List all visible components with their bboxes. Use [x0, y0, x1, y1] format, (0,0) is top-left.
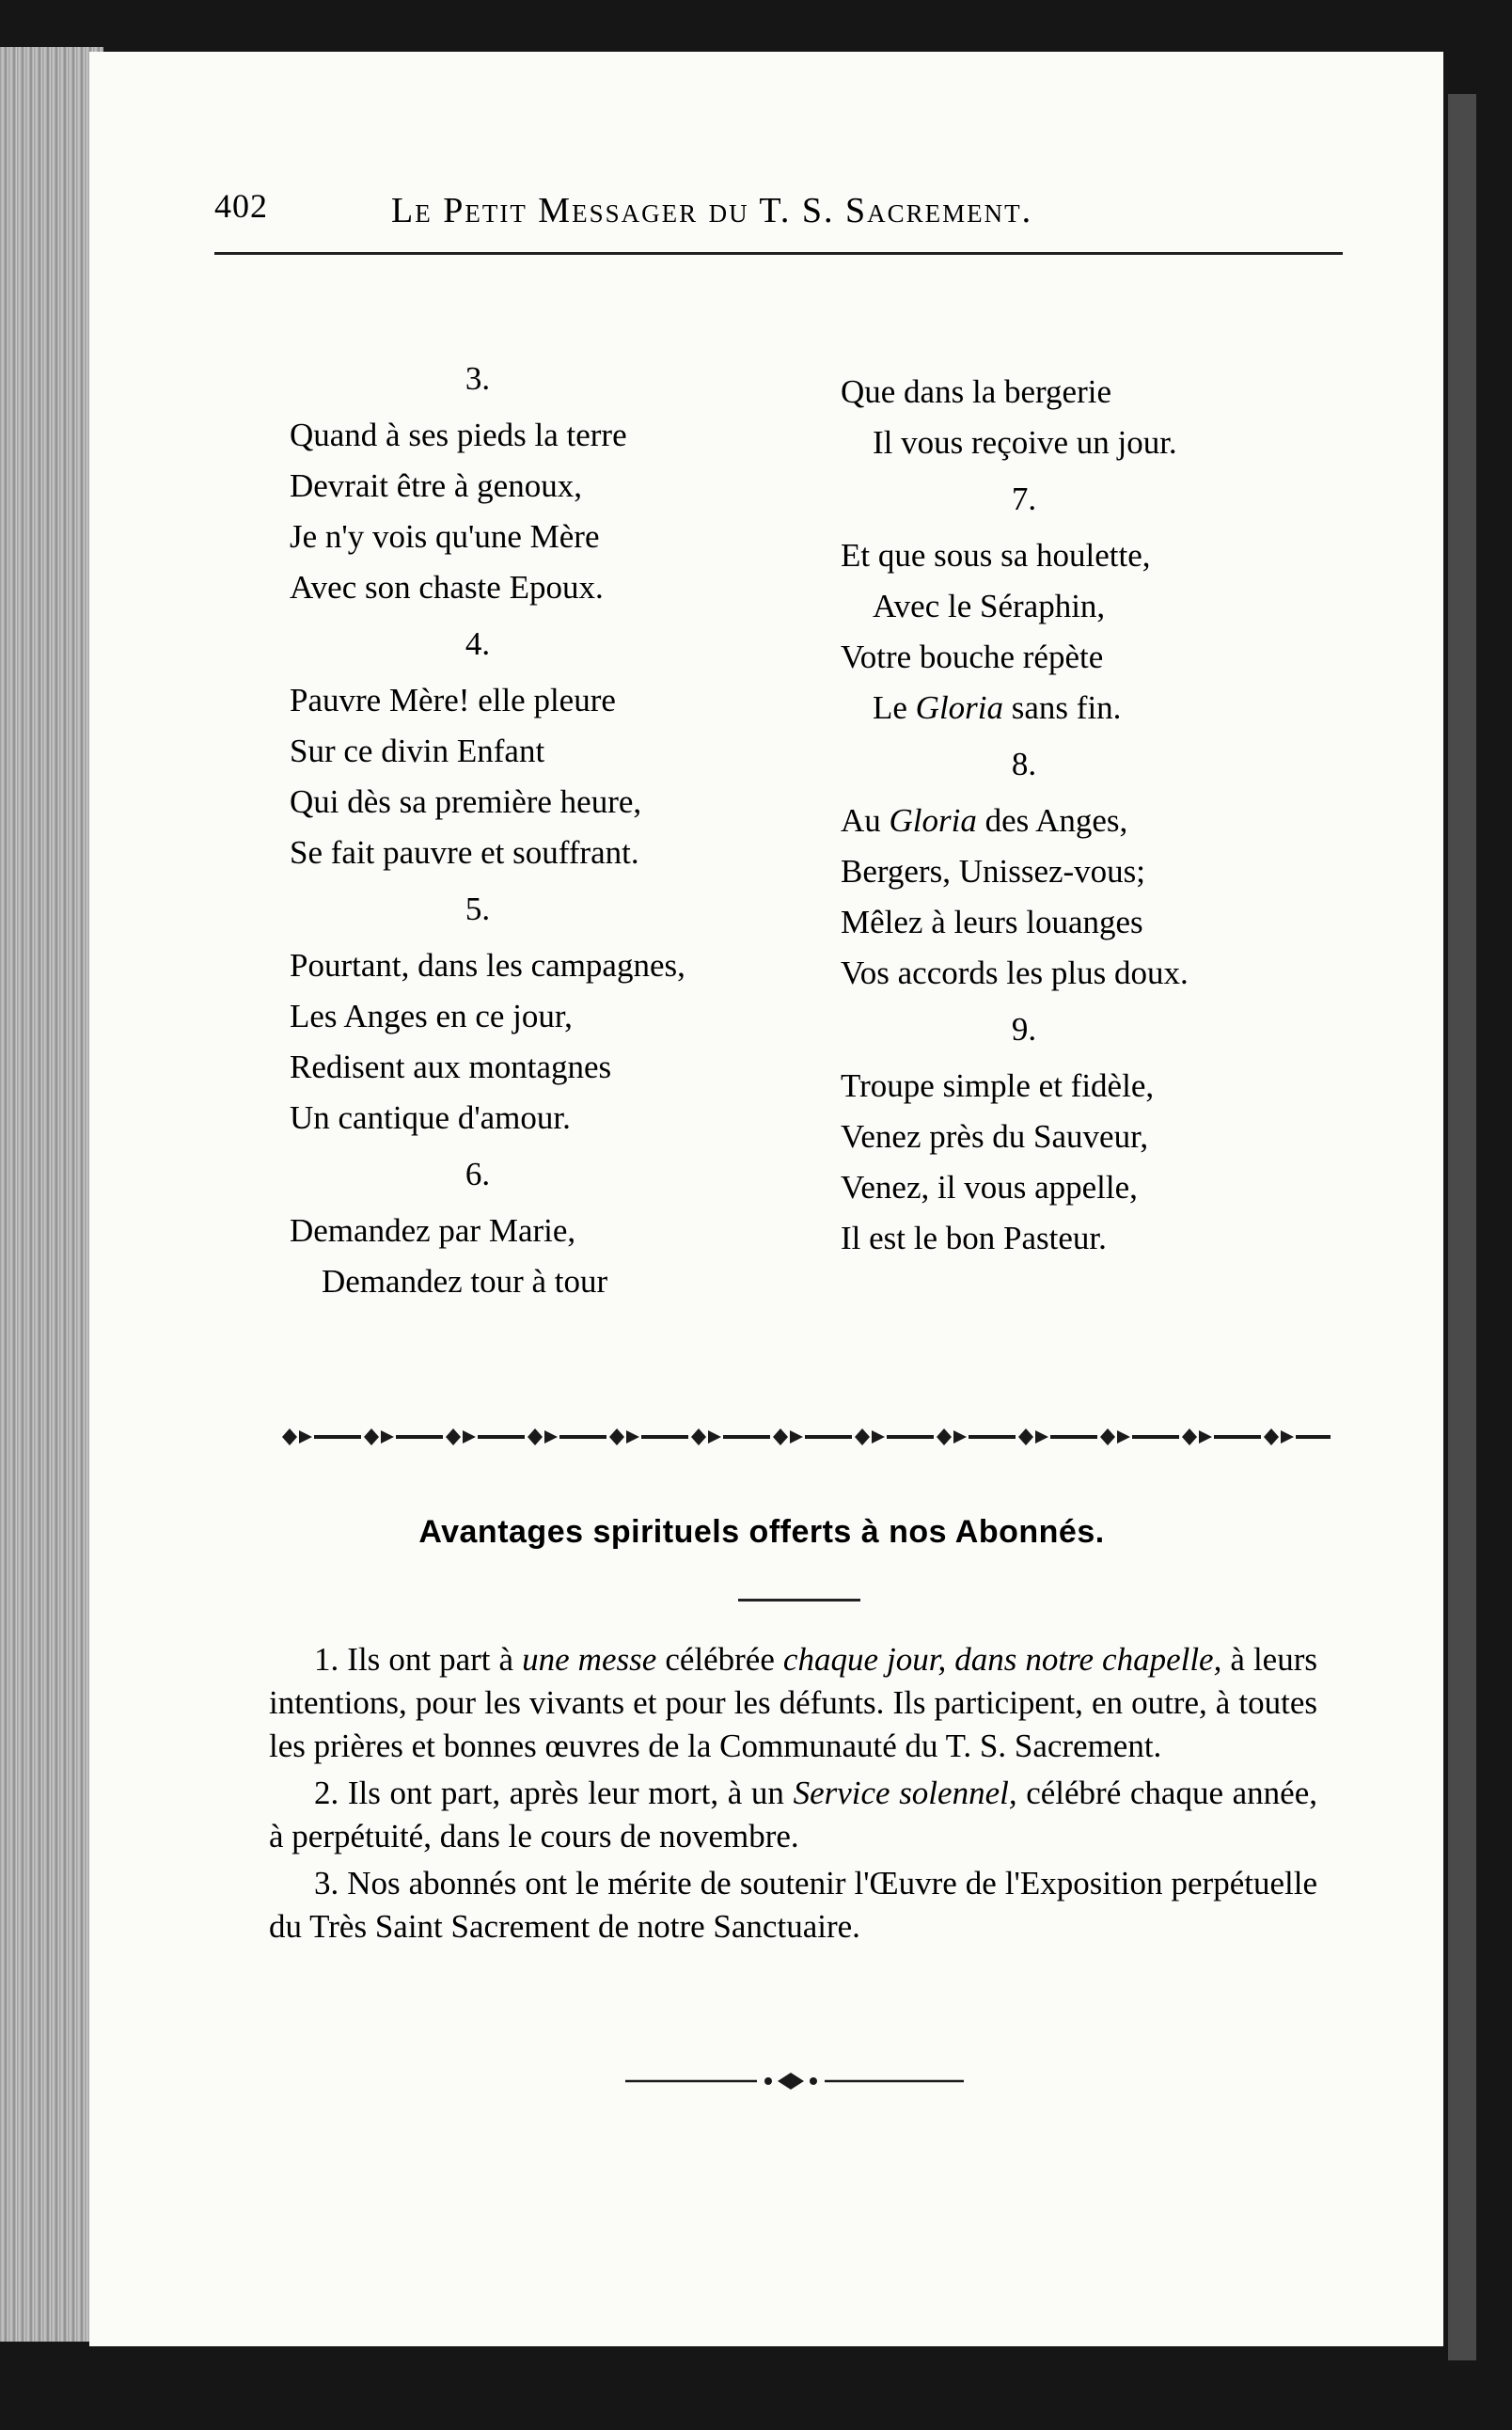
ornament-bar — [805, 1435, 852, 1439]
verse-text: Le — [873, 689, 916, 726]
ornament-bar — [1214, 1435, 1261, 1439]
ornament-motif — [1264, 1428, 1294, 1445]
stanza-8 — [841, 739, 1292, 999]
verse-line: Redisent aux montagnes — [290, 1049, 612, 1085]
ornament-motif — [282, 1428, 312, 1445]
ornament-bar — [396, 1435, 443, 1439]
verse-line: Venez près du Sauveur, — [841, 1118, 1149, 1155]
benefit-paragraph-2 — [269, 1772, 1317, 1858]
ornament-motif — [1100, 1428, 1130, 1445]
stanza-7 — [841, 474, 1292, 734]
verse-line — [841, 796, 1292, 846]
verse-line — [841, 683, 1292, 734]
benefit-paragraph-3: 3. Nos abonnés ont le mérite de soutenir l'Œuvre de l'Exposition perpétuelle du Très Saint Sacrement de notre Sanctuaire. — [269, 1865, 1317, 1945]
verse-line: Avec le Séraphin, — [873, 588, 1106, 624]
ornament-bar — [641, 1435, 688, 1439]
stanza-number: 9. — [1011, 1011, 1037, 1048]
verse-line: Je n'y vois qu'une Mère — [290, 518, 600, 555]
ornament-bar — [1132, 1435, 1179, 1439]
verse-line: Demandez tour à tour — [322, 1263, 608, 1300]
verse-line: Il est le bon Pasteur. — [841, 1220, 1107, 1256]
ornament-bar — [1296, 1435, 1331, 1439]
ornament-motif — [773, 1428, 803, 1445]
stanza-number: 3. — [465, 360, 491, 397]
text: célébré chaque année, à perpétuité, dans le cours de novembre. — [269, 1775, 1317, 1854]
title-rule — [738, 1599, 860, 1602]
text: à leurs intentions, pour les vivants et pour les défunts. Ils participent, en outre, à toutes les prières et bonnes œuvres de la Communauté du T. S. Sacrement. — [269, 1641, 1317, 1764]
verse-line: Sur ce divin Enfant — [290, 733, 545, 769]
verse-line: Pourtant, dans les campagnes, — [290, 947, 685, 984]
verse-line: Venez, il vous appelle, — [841, 1169, 1138, 1206]
ornament-motif — [446, 1428, 476, 1445]
italic-text: une messe — [522, 1641, 657, 1678]
verse-text: des Anges, — [976, 802, 1128, 839]
verse-line: Et que sous sa houlette, — [841, 537, 1151, 574]
stanza-5 — [290, 884, 760, 1144]
verse-line: Votre bouche répète — [841, 639, 1104, 675]
facing-page-edge — [1448, 94, 1476, 2360]
ornament-motif — [528, 1428, 558, 1445]
stanza-number: 4. — [465, 625, 491, 662]
stanza-9 — [841, 1004, 1292, 1264]
book-page-edges — [0, 47, 103, 2342]
page-header — [214, 186, 1343, 243]
stanza-3 — [290, 354, 760, 613]
decorative-border-ornament — [282, 1425, 1331, 1449]
verse-line: Devrait être à genoux, — [290, 467, 582, 504]
end-ornament — [625, 2067, 964, 2095]
verse-text: sans fin. — [1003, 689, 1122, 726]
header-rule — [214, 252, 1343, 255]
stanza-6 — [290, 1149, 760, 1307]
stanza-number: 7. — [1011, 481, 1037, 517]
ornament-bar — [723, 1435, 770, 1439]
verse-text: Au — [841, 802, 890, 839]
page-number: 402 — [214, 187, 268, 225]
italic-word: Gloria — [915, 689, 1004, 726]
text: 1. Ils ont part à — [314, 1641, 523, 1678]
italic-text: Service solennel, — [793, 1775, 1017, 1811]
italic-text: chaque jour, dans notre chapelle, — [782, 1641, 1222, 1678]
text: 2. Ils ont part, après leur mort, à un — [314, 1775, 794, 1811]
ornament-motif — [855, 1428, 885, 1445]
verse-line: Un cantique d'amour. — [290, 1099, 571, 1136]
ornament-motif — [1182, 1428, 1212, 1445]
ornament-motif — [364, 1428, 394, 1445]
verse-line: Se fait pauvre et souffrant. — [290, 834, 639, 871]
stanza-number: 5. — [465, 891, 491, 927]
ornament-motif — [691, 1428, 721, 1445]
verse-line: Il vous reçoive un jour. — [873, 424, 1177, 461]
verse-line: Avec son chaste Epoux. — [290, 569, 604, 606]
verse-line: Que dans la bergerie — [841, 373, 1111, 410]
ornament-bar — [314, 1435, 361, 1439]
ornament-bar — [969, 1435, 1016, 1439]
ornament-motif — [609, 1428, 639, 1445]
stanza-4 — [290, 619, 760, 878]
italic-word: Gloria — [889, 802, 977, 839]
section-title: Avantages spirituels offerts à nos Abonnés. — [418, 1514, 1105, 1550]
verse-line: Mêlez à leurs louanges — [841, 904, 1143, 940]
ornament-motif — [1018, 1428, 1048, 1445]
verse-line: Troupe simple et fidèle, — [841, 1067, 1155, 1104]
poem-left-column — [290, 348, 760, 1307]
verse-line: Qui dès sa première heure, — [290, 783, 642, 820]
verse-line: Demandez par Marie, — [290, 1212, 576, 1249]
stanza-number: 8. — [1011, 746, 1037, 782]
benefit-paragraph-1 — [269, 1638, 1317, 1768]
verse-line: Bergers, Unissez-vous; — [841, 853, 1146, 890]
stanza-number: 6. — [465, 1156, 491, 1192]
verse-line: Pauvre Mère! elle pleure — [290, 682, 616, 718]
stanza-6-continuation — [841, 367, 1292, 468]
running-title: Le Petit Messager du T. S. Sacrement. — [391, 191, 1033, 230]
ornament-bar — [478, 1435, 525, 1439]
ornament-motif — [937, 1428, 967, 1445]
ornament-bar — [887, 1435, 934, 1439]
verse-line: Les Anges en ce jour, — [290, 998, 573, 1034]
benefits-text — [269, 1638, 1317, 1952]
poem-right-column — [841, 367, 1292, 1264]
verse-line: Vos accords les plus doux. — [841, 955, 1189, 991]
ornament-bar — [559, 1435, 606, 1439]
ornament-bar — [1050, 1435, 1097, 1439]
verse-line: Quand à ses pieds la terre — [290, 417, 627, 453]
text: célébrée — [656, 1641, 783, 1678]
